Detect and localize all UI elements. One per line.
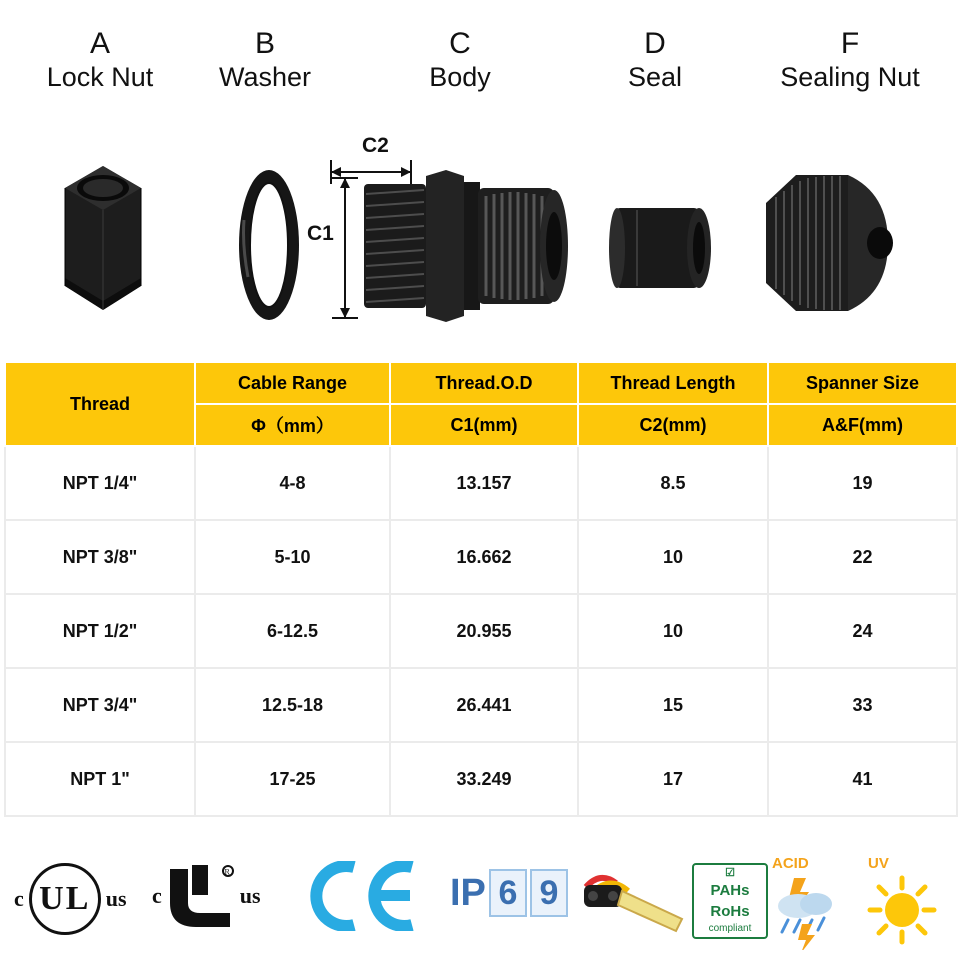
pah-line2: RoHs [710, 903, 750, 920]
cell-cable-range: 17-25 [195, 742, 390, 816]
cell-spanner-size: 22 [768, 520, 957, 594]
header-unit-phi: Φ（mm） [195, 404, 390, 446]
part-label-f [745, 28, 955, 94]
cell-thread: NPT 3/8" [5, 520, 195, 594]
uv-label: UV [868, 855, 889, 872]
cell-cable-range: 4-8 [195, 446, 390, 520]
ip-digit-9: 9 [530, 869, 568, 917]
part-letter: F [840, 27, 860, 60]
header-cable-range: Cable Range [195, 362, 390, 404]
pahs-rohs-icon [692, 863, 768, 939]
cell-thread-od: 16.662 [390, 520, 578, 594]
pah-check-top: ☑ [725, 867, 735, 879]
header-thread-od: Thread.O.D [390, 362, 578, 404]
ul-recognized-icon [152, 863, 261, 929]
cell-thread: NPT 1/4" [5, 446, 195, 520]
ul-left-c: c [14, 886, 24, 911]
pah-line1: PAHs [710, 882, 750, 899]
acid-label: ACID [772, 855, 809, 872]
table-row [5, 520, 957, 594]
part-letter: A [89, 27, 110, 60]
washer-ring-icon [236, 165, 302, 330]
dimension-c1-arrow [330, 170, 360, 325]
table-row [5, 446, 957, 520]
ip-digit-6: 6 [489, 869, 527, 917]
part-name: Seal [627, 62, 683, 92]
table-header-row-1 [5, 362, 957, 404]
cell-thread-length: 8.5 [578, 446, 768, 520]
cell-thread-od: 26.441 [390, 668, 578, 742]
header-thread: Thread [5, 362, 195, 446]
cell-thread-od: 33.249 [390, 742, 578, 816]
cell-thread-length: 10 [578, 594, 768, 668]
cell-spanner-size: 24 [768, 594, 957, 668]
cell-thread-od: 20.955 [390, 594, 578, 668]
svg-text:R: R [224, 867, 230, 877]
cell-thread: NPT 1" [5, 742, 195, 816]
ip-letters: IP [450, 871, 486, 914]
cell-thread-od: 13.157 [390, 446, 578, 520]
ip69-rating-icon [450, 869, 568, 917]
cell-thread-length: 15 [578, 668, 768, 742]
part-name: Lock Nut [46, 62, 154, 92]
spec-table [4, 361, 958, 817]
part-label-c [380, 28, 540, 94]
cell-cable-range: 12.5-18 [195, 668, 390, 742]
hex-lock-nut-icon [55, 160, 150, 330]
ul-right-us: us [105, 886, 127, 911]
header-unit-c2: C2(mm) [578, 404, 768, 446]
part-name: Washer [218, 62, 312, 92]
specification-table [4, 361, 956, 817]
part-name: Body [429, 62, 491, 92]
part-letter: C [449, 27, 471, 60]
ul2-left-c: c [152, 883, 162, 908]
ce-mark-icon [310, 861, 420, 936]
rubber-seal-icon [607, 202, 717, 302]
certification-strip [0, 845, 960, 960]
part-name: Sealing Nut [780, 62, 920, 92]
part-label-b [190, 28, 340, 94]
cell-thread-length: 10 [578, 520, 768, 594]
cell-spanner-size: 19 [768, 446, 957, 520]
header-unit-af: A&F(mm) [768, 404, 957, 446]
cell-spanner-size: 33 [768, 668, 957, 742]
part-label-d [580, 28, 730, 94]
table-row [5, 668, 957, 742]
cell-thread: NPT 1/2" [5, 594, 195, 668]
cell-thread-length: 17 [578, 742, 768, 816]
dimension-c1-label: C1 [307, 222, 334, 245]
cell-cable-range: 5-10 [195, 520, 390, 594]
ul2-right-us: us [239, 883, 261, 908]
gland-body-icon [360, 168, 575, 328]
cell-cable-range: 6-12.5 [195, 594, 390, 668]
part-label-a [10, 28, 190, 94]
ul-listed-icon [14, 863, 127, 935]
ul-ring: UL [29, 863, 101, 935]
table-row [5, 594, 957, 668]
pah-sub: compliant [708, 923, 752, 934]
parts-legend [0, 0, 960, 340]
part-letter: B [254, 27, 275, 60]
uv-resistant-icon [862, 855, 948, 955]
cell-thread: NPT 3/4" [5, 668, 195, 742]
part-letter: D [644, 27, 666, 60]
header-thread-length: Thread Length [578, 362, 768, 404]
cable-gland-icon [578, 867, 688, 942]
ul-backwards-mark [166, 863, 236, 929]
acid-resistant-icon [768, 855, 860, 955]
header-spanner-size: Spanner Size [768, 362, 957, 404]
cell-spanner-size: 41 [768, 742, 957, 816]
sealing-nut-icon [752, 165, 902, 330]
table-row [5, 742, 957, 816]
dimension-c2-label: C2 [362, 134, 389, 157]
header-unit-c1: C1(mm) [390, 404, 578, 446]
